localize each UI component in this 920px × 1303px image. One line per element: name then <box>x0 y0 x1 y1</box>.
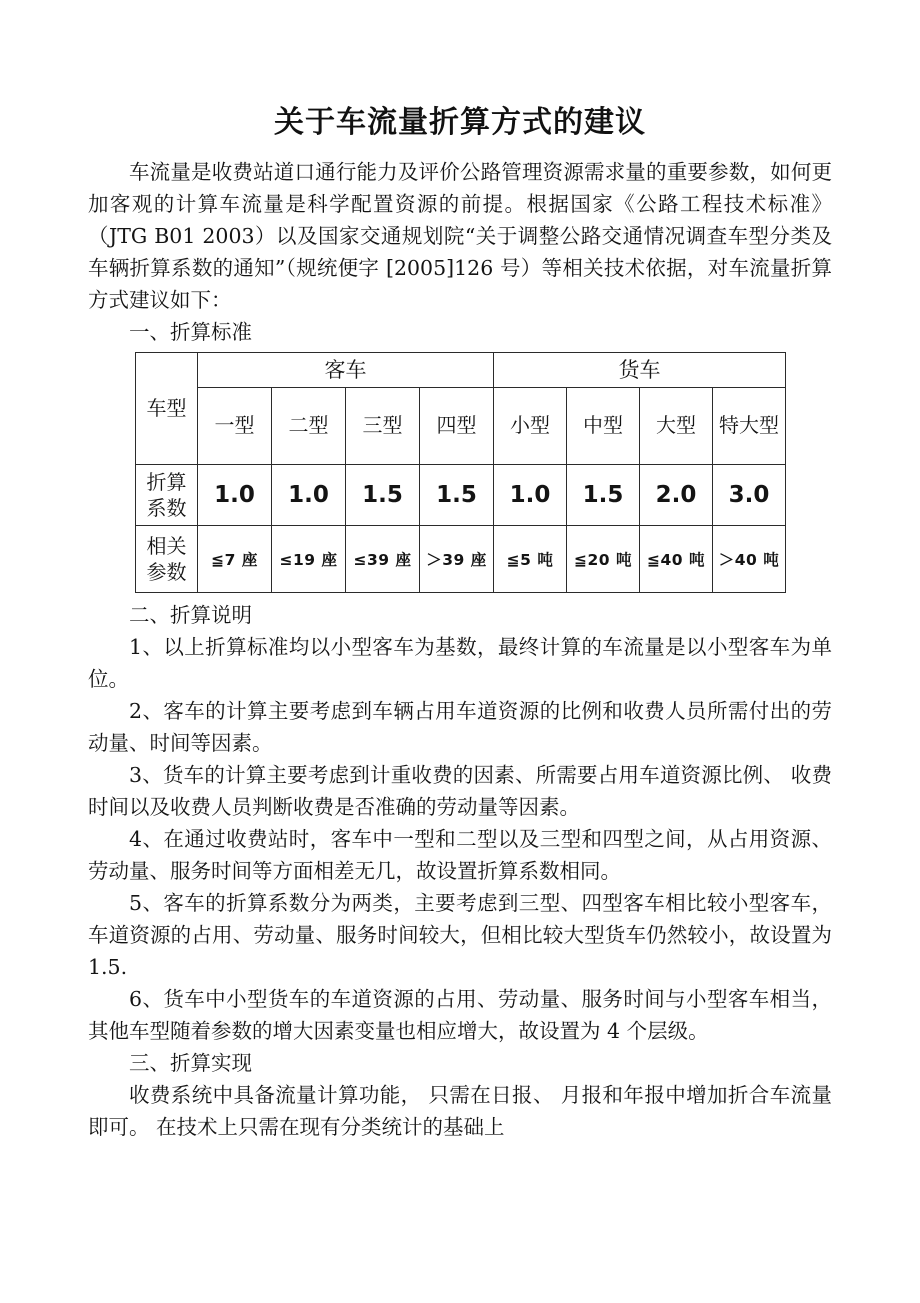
table-cell-parameter-3: ＞39 座 <box>420 525 494 592</box>
table-cell-coefficient-7: 3.0 <box>713 464 786 525</box>
table-corner-label: 车型 <box>136 352 198 464</box>
explanation-item-2: 2、客车的计算主要考虑到车辆占用车道资源的比例和收费人员所需付出的劳动量、时间等因素。 <box>88 698 832 755</box>
table-row-group-header <box>136 352 786 387</box>
table-column-header-5: 中型 <box>567 387 640 464</box>
table-column-header-0: 一型 <box>198 387 272 464</box>
page-title: 关于车流量折算方式的建议 <box>274 105 646 140</box>
section-1-heading: 一、折算标准 <box>129 319 252 344</box>
closing-paragraph: 收费系统中具备流量计算功能， 只需在日报、 月报和年报中增加折合车流量即可。 在技术上只需在现有分类统计的基础上 <box>88 1082 832 1139</box>
table-cell-coefficient-4: 1.0 <box>494 464 567 525</box>
explanation-item-3: 3、货车的计算主要考虑到计重收费的因素、所需要占用车道资源比例、 收费时间以及收费人员判断收费是否准确的劳动量等因素。 <box>88 762 832 819</box>
table-cell-coefficient-1: 1.0 <box>272 464 346 525</box>
document-body <box>88 156 839 348</box>
table-column-header-7: 特大型 <box>713 387 786 464</box>
table-row-column-headers <box>136 387 786 464</box>
table-row-label-coefficient: 折算系数 <box>136 464 198 525</box>
table-column-header-2: 三型 <box>346 387 420 464</box>
table-column-header-1: 二型 <box>272 387 346 464</box>
table-column-header-6: 大型 <box>640 387 713 464</box>
table-cell-parameter-0: ≦7 座 <box>198 525 272 592</box>
table-group-header-freight: 货车 <box>494 352 786 387</box>
document-body-continued <box>88 599 859 1143</box>
table-column-header-3: 四型 <box>420 387 494 464</box>
explanation-item-4: 4、在通过收费站时，客车中一型和二型以及三型和四型之间，从占用资源、劳动量、服务时间等方面相差无几，故设置折算系数相同。 <box>88 826 832 883</box>
explanation-item-5: 5、客车的折算系数分为两类，主要考虑到三型、四型客车相比较小型客车，车道资源的占用、劳动量、服务时间较大，但相比较大型货车仍然较小，故设置为 1.5. <box>88 890 859 979</box>
table-cell-coefficient-5: 1.5 <box>567 464 640 525</box>
table-cell-coefficient-0: 1.0 <box>198 464 272 525</box>
explanation-item-6: 6、货车中小型货车的车道资源的占用、劳动量、服务时间与小型客车相当， 其他车型随着参数的增大因素变量也相应增大，故设置为 4 个层级。 <box>88 986 839 1043</box>
table-cell-coefficient-3: 1.5 <box>420 464 494 525</box>
section-3-heading: 三、折算实现 <box>129 1050 252 1075</box>
table-column-header-4: 小型 <box>494 387 567 464</box>
table-cell-parameter-1: ≤19 座 <box>272 525 346 592</box>
table-row-parameters <box>136 525 786 592</box>
section-2-heading: 二、折算说明 <box>129 602 252 627</box>
table-cell-parameter-7: ＞40 吨 <box>713 525 786 592</box>
table-cell-parameter-5: ≦20 吨 <box>567 525 640 592</box>
table-cell-parameter-6: ≦40 吨 <box>640 525 713 592</box>
intro-paragraph: 车流量是收费站道口通行能力及评价公路管理资源需求量的重要参数，如何更加客观的计算车流量是科学配置资源的前提。根据国家《公路工程技术标准》 （JTG B01 2003）以及国家交通规划院“关于调整公路交通情况调查车型分类及车辆折算系数的通知”（规统便字 [2005]126 号）等相关技术依据，对车流量折算方式建议如下： <box>88 159 839 312</box>
table-row-label-parameters: 相关参数 <box>136 525 198 592</box>
explanation-item-1: 1、以上折算标准均以小型客车为基数，最终计算的车流量是以小型客车为单位。 <box>88 634 832 691</box>
table-cell-parameter-4: ≦5 吨 <box>494 525 567 592</box>
conversion-coefficient-table <box>135 352 786 593</box>
table-cell-parameter-2: ≤39 座 <box>346 525 420 592</box>
table-group-header-passenger: 客车 <box>198 352 494 387</box>
table-cell-coefficient-6: 2.0 <box>640 464 713 525</box>
table-row-coefficient <box>136 464 786 525</box>
ratio-table-wrap <box>88 352 832 593</box>
table-cell-coefficient-2: 1.5 <box>346 464 420 525</box>
